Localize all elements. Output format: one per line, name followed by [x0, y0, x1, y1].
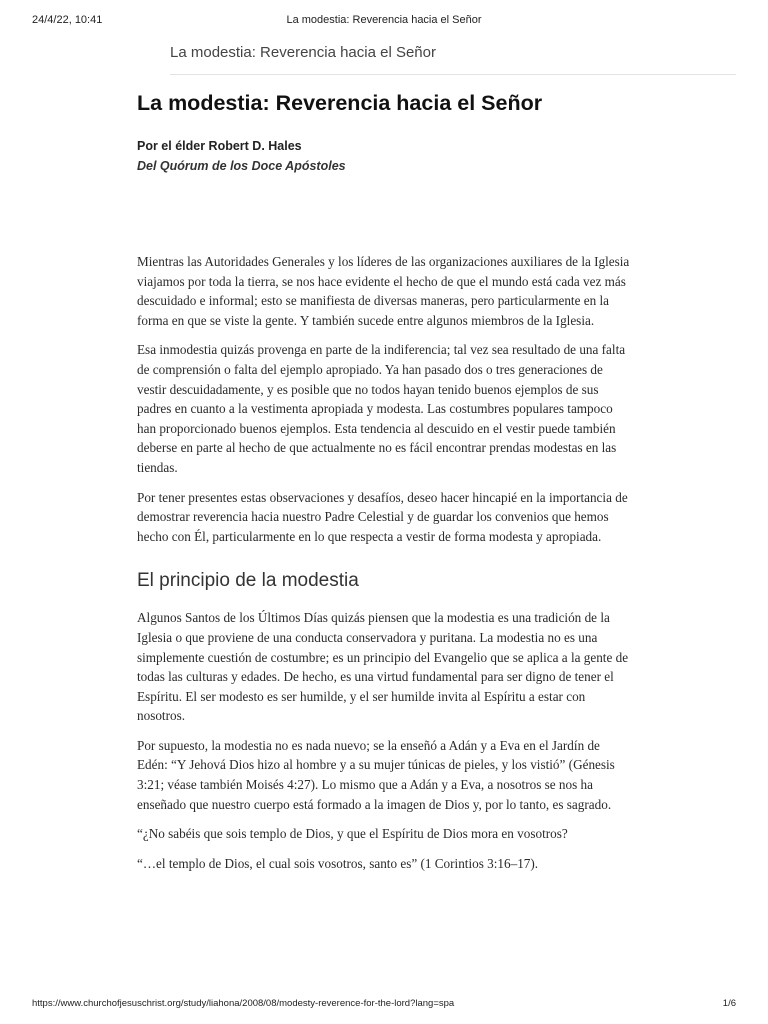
paragraph: Esa inmodestia quizás provenga en parte de la indiferencia; tal vez sea resultado de una falta de comprensión o falta del ejemplo apropiado. Ya han pasado dos o tres generaciones de vestir descuidadamente, y es posible que no todos hayan tenido buenos ejemplos de sus padres en cuanto a la vestimenta apropiada y modesta. Las costumbres populares tampoco han proporcionado buenos ejemplos. Esta tendencia al descuido en el vestir puede también deberse en parte al hecho de que actualmente no es fácil encontrar prendas modestas en las tiendas. — [137, 342, 626, 475]
paragraph: Por tener presentes estas observaciones y desafíos, deseo hacer hincapié en la importancia de demostrar reverencia hacia nuestro Padre Celestial y de guardar los convenios que hemos hecho con Él, particularmente en lo que respecta a vestir de forma modesta y apropiada. — [137, 489, 628, 544]
byline — [137, 136, 633, 176]
author-name: Por el élder Robert D. Hales — [137, 139, 302, 153]
print-header — [32, 14, 736, 30]
page-number: 1/6 — [722, 998, 736, 1009]
scripture-quote: “¿No sabéis que sois templo de Dios, y que el Espíritu de Dios mora en vosotros? — [137, 826, 568, 842]
paragraph: Mientras las Autoridades Generales y los líderes de las organizaciones auxiliares de la Iglesia viajamos por toda la tierra, se nos hace evidente el hecho de que el mundo está cada vez más descuidado e informal; esto se manifiesta de diversas maneras, pero particularmente en la forma en que se viste la gente. Y también sucede entre algunos miembros de la Iglesia. — [137, 254, 630, 328]
section-heading: El principio de la modestia — [137, 570, 359, 592]
print-footer — [32, 998, 736, 1012]
paragraph: Algunos Santos de los Últimos Días quizás piensen que la modestia es una tradición de la Iglesia o que proviene de una conducta conservadora y puritana. La modestia no es una simplemente cuestión de costumbre; es un principio del Evangelio que se aplica a la gente de todas las culturas y edades. De hecho, es una virtud fundamental para ser digno de tener el Espíritu. El ser modesto es ser humilde, y el ser humilde invita al Espíritu a estar con nosotros. — [137, 610, 629, 724]
site-header-title[interactable]: La modestia: Reverencia hacia el Señor — [170, 44, 436, 61]
author-office: Del Quórum de los Doce Apóstoles — [137, 159, 346, 173]
paragraph: Por supuesto, la modestia no es nada nuevo; se la enseñó a Adán y a Eva en el Jardín de Edén: “Y Jehová Dios hizo al hombre y a su mujer túnicas de pieles, y los vistió” (Génesis 3:21; véase también Moisés 4:27). Lo mismo que a Adán y a Eva, a nosotros se nos ha enseñado que nuestro cuerpo está formado a la imagen de Dios y, por lo tanto, es sagrado. — [137, 737, 615, 812]
print-page-title: La modestia: Reverencia hacia el Señor — [286, 14, 482, 26]
print-date: 24/4/22, 10:41 — [32, 14, 103, 26]
scripture-quote: “…el templo de Dios, el cual sois vosotros, santo es” (1 Corintios 3:16–17). — [137, 855, 539, 871]
site-header-bar — [170, 44, 736, 75]
article — [137, 88, 633, 883]
page-url: https://www.churchofjesuschrist.org/study/liahona/2008/08/modesty-reverence-for-the-lord?lang=spa — [32, 998, 455, 1009]
article-title: La modestia: Reverencia hacia el Señor — [137, 91, 543, 115]
article-body — [137, 252, 633, 873]
